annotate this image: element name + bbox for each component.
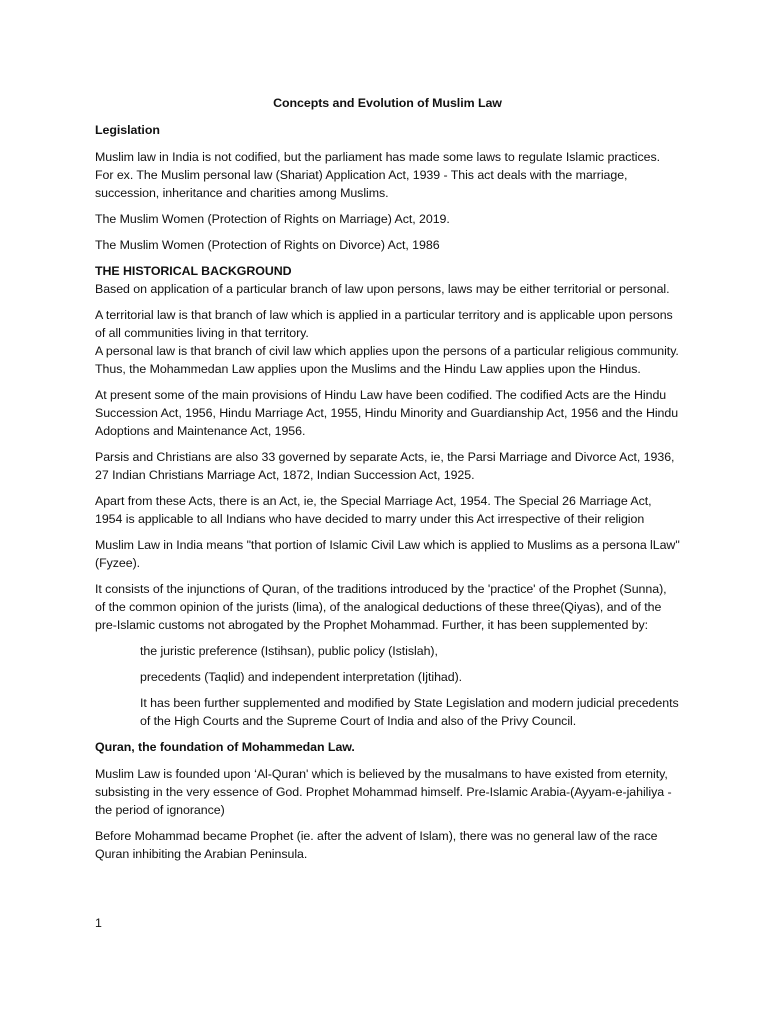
document-title: Concepts and Evolution of Muslim Law xyxy=(273,96,502,110)
paragraph: Muslim Law in India means "that portion of Islamic Civil Law which is applied to Muslims as a persona lLaw" (Fyzee). xyxy=(95,538,680,570)
paragraph: Apart from these Acts, there is an Act, ie, the Special Marriage Act, 1954. The Special 26 Marriage Act, 1954 is applicable to all Indians who have decided to marry under this Act irrespective of their religion xyxy=(95,494,652,526)
indented-paragraph: precedents (Taqlid) and independent interpretation (Ijtihad). xyxy=(140,670,463,684)
paragraph: The Muslim Women (Protection of Rights on Marriage) Act, 2019. xyxy=(95,212,450,226)
indented-paragraph: It has been further supplemented and modified by State Legislation and modern judicial precedents of the High Courts and the Supreme Court of India and also of the Privy Council. xyxy=(140,696,679,728)
paragraph: For ex. The Muslim personal law (Shariat) Application Act, 1939 - This act deals with the marriage, succession, inheritance and charities among Muslims. xyxy=(95,168,628,200)
paragraph: At present some of the main provisions of Hindu Law have been codified. The codified Acts are the Hindu Succession Act, 1956, Hindu Marriage Act, 1955, Hindu Minority and Guardianship Act, 1956 and the Hindu Adoptions and Maintenance Act, 1956. xyxy=(95,388,679,438)
paragraph: Based on application of a particular branch of law upon persons, laws may be either territorial or personal. xyxy=(95,282,670,296)
paragraph: The Muslim Women (Protection of Rights on Divorce) Act, 1986 xyxy=(95,238,440,252)
section-heading-quran: Quran, the foundation of Mohammedan Law. xyxy=(95,740,355,754)
paragraph: Muslim Law is founded upon ‘Al-Quran' which is believed by the musalmans to have existed from eternity, subsisting in the very essence of God. Prophet Mohammad himself. Pre-Islamic Arabia-(Ayyam-e-jahiliya -the period of ignorance) xyxy=(95,767,672,817)
indented-paragraph: the juristic preference (Istihsan), public policy (Istislah), xyxy=(140,644,438,658)
paragraph: Before Mohammad became Prophet (ie. after the advent of Islam), there was no general law of the race Quran inhibiting the Arabian Peninsula. xyxy=(95,829,658,861)
page-number: 1 xyxy=(95,916,102,930)
paragraph: Parsis and Christians are also 33 governed by separate Acts, ie, the Parsi Marriage and Divorce Act, 1936, 27 Indian Christians Marriage Act, 1872, Indian Succession Act, 1925. xyxy=(95,450,675,482)
paragraph: A personal law is that branch of civil law which applies upon the persons of a particular religious community. Thus, the Mohammedan Law applies upon the Muslims and the Hindu Law applies upon the Hindus. xyxy=(95,344,679,376)
section-heading-legislation: Legislation xyxy=(95,123,160,137)
paragraph: It consists of the injunctions of Quran, of the traditions introduced by the 'practice' of the Prophet (Sunna), of the common opinion of the jurists (lima), of the analogical deductions of these three(Qiyas), and of the pre-Islamic customs not abrogated by the Prophet Mohammad. Further, it has been supplemented by: xyxy=(95,582,667,632)
section-heading-historical-background: THE HISTORICAL BACKGROUND xyxy=(95,264,292,278)
paragraph: Muslim law in India is not codified, but the parliament has made some laws to regulate Islamic practices. xyxy=(95,150,660,164)
document-body xyxy=(95,94,680,871)
paragraph: A territorial law is that branch of law which is applied in a particular territory and is applicable upon persons of all communities living in that territory. xyxy=(95,308,673,340)
